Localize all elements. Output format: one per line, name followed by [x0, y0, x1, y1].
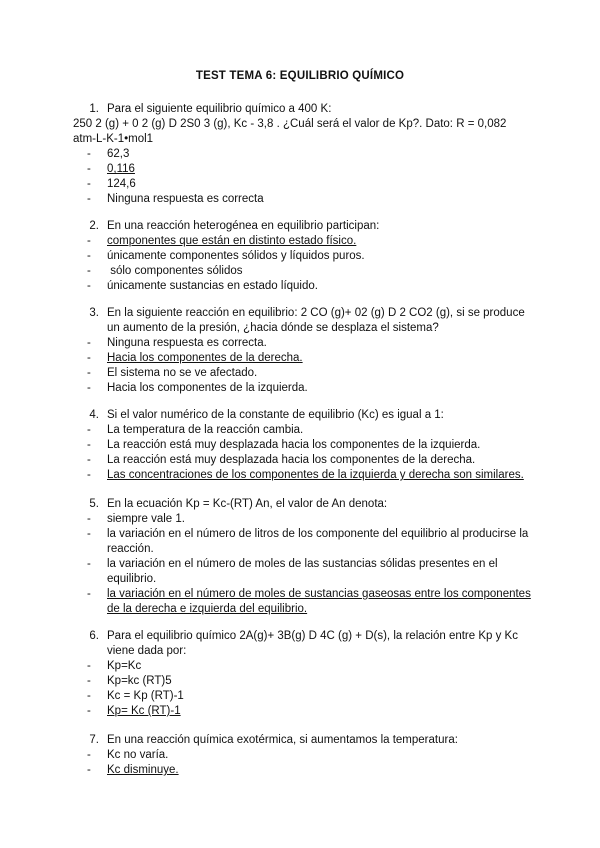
answer-option: - Kp=Kc: [73, 659, 533, 674]
answer-option-text: El sistema no se ve afectado.: [107, 367, 258, 379]
answer-option: - siempre vale 1.: [73, 512, 533, 527]
answer-option: - Ninguna respuesta es correcta: [73, 192, 533, 207]
answer-option-text: Ninguna respuesta es correcta: [107, 193, 264, 205]
question-number: 4.: [89, 409, 99, 421]
question-5: [73, 497, 533, 617]
answer-option-correct: - Kc disminuye.: [73, 763, 533, 778]
answer-option-text: únicamente componentes sólidos y líquidos puros.: [107, 250, 365, 262]
question-6: [73, 629, 533, 719]
answer-option-text: componentes que están en distinto estado físico.: [107, 235, 357, 247]
question-number: 5.: [89, 498, 99, 510]
answer-option-text: la variación en el número de litros de los componente del equilibrio al producirse la reacción.: [107, 528, 529, 555]
answer-option: - La reacción está muy desplazada hacia los componentes de la izquierda.: [73, 438, 533, 453]
answer-option: - Kc no varía.: [73, 748, 533, 763]
answer-option-text: 0,116: [107, 163, 135, 175]
answer-option-text: Kc = Kp (RT)-1: [107, 690, 184, 702]
answer-option-text: Kp=Kc: [107, 660, 142, 672]
answer-option-correct: - Las concentraciones de los componentes de la izquierda y derecha son similares.: [73, 468, 533, 483]
answer-option-text: la variación en el número de moles de las sustancias sólidas presentes en el equilibrio.: [107, 558, 498, 585]
question-text: En la siguiente reacción en equilibrio: 2 CO (g)+ 02 (g) D 2 CO2 (g), si se produce un aumento de la presión, ¿hacia dónde se desplaza el sistema?: [107, 307, 525, 334]
answer-option-correct: - componentes que están en distinto estado físico.: [73, 234, 533, 249]
question-number: 6.: [89, 630, 99, 642]
answer-option-text: Las concentraciones de los componentes de la izquierda y derecha son similares.: [107, 469, 524, 481]
answer-option-text: 124,6: [107, 178, 136, 190]
question-7: [73, 733, 533, 778]
answer-option-text: La temperatura de la reacción cambia.: [107, 424, 304, 436]
answer-option: - únicamente sustancias en estado líquido.: [73, 279, 533, 294]
answer-option-text: la variación en el número de moles de sustancias gaseosas entre los componentes de la derecha e izquierda del equilibrio.: [107, 588, 531, 615]
answer-option-correct: - Kp= Kc (RT)-1: [73, 704, 533, 719]
question-text: Para el equilibrio químico 2A(g)+ 3B(g) D 4C (g) + D(s), la relación entre Kp y Kc viene dada por:: [107, 630, 518, 657]
question-number: 2.: [89, 220, 99, 232]
answer-option-text: La reacción está muy desplazada hacia los componentes de la izquierda.: [107, 439, 481, 451]
answer-option-text: Ninguna respuesta es correcta.: [107, 337, 267, 349]
question-3: [73, 306, 533, 396]
answer-option-correct: - la variación en el número de moles de sustancias gaseosas entre los componentes de la derecha e izquierda del equilibrio.: [73, 587, 533, 617]
answer-option-text: Kc no varía.: [107, 749, 169, 761]
question-number: 1.: [89, 103, 99, 115]
answer-option-correct: - 0,116: [73, 162, 533, 177]
answer-option-correct: - Hacia los componentes de la derecha.: [73, 351, 533, 366]
answer-option: - El sistema no se ve afectado.: [73, 366, 533, 381]
answer-option-text: Kp=kc (RT)5: [107, 675, 172, 687]
answer-option: - Hacia los componentes de la izquierda.: [73, 381, 533, 396]
answer-option: - la variación en el número de litros de los componente del equilibrio al producirse la reacción.: [73, 527, 533, 557]
question-number: 3.: [89, 307, 99, 319]
answer-option: - La reacción está muy desplazada hacia los componentes de la derecha.: [73, 453, 533, 468]
answer-option-text: Kc disminuye.: [107, 764, 179, 776]
question-continuation: atm-L-K-1•mol1: [73, 133, 154, 145]
answer-option-text: sólo componentes sólidos: [107, 265, 243, 277]
question-1: [73, 102, 533, 207]
answer-option: - únicamente componentes sólidos y líquidos puros.: [73, 249, 533, 264]
question-text: En la ecuación Kp = Kc-(RT) An, el valor de An denota:: [107, 498, 388, 510]
answer-option: - 124,6: [73, 177, 533, 192]
answer-option: - La temperatura de la reacción cambia.: [73, 423, 533, 438]
answer-option: - Ninguna respuesta es correcta.: [73, 336, 533, 351]
question-text: Si el valor numérico de la constante de equilibrio (Kc) es igual a 1:: [107, 409, 444, 421]
answer-option: - Kc = Kp (RT)-1: [73, 689, 533, 704]
answer-option: - Kp=kc (RT)5: [73, 674, 533, 689]
question-text: En una reacción química exotérmica, si aumentamos la temperatura:: [107, 734, 458, 746]
answer-option: - sólo componentes sólidos: [73, 264, 533, 279]
question-number: 7.: [89, 734, 99, 746]
answer-option-text: únicamente sustancias en estado líquido.: [107, 280, 318, 292]
answer-option: - la variación en el número de moles de las sustancias sólidas presentes en el equilibrio.: [73, 557, 533, 587]
answer-option-text: La reacción está muy desplazada hacia los componentes de la derecha.: [107, 454, 476, 466]
question-text: Para el siguiente equilibrio químico a 400 K:: [107, 103, 332, 115]
answer-option-text: Hacia los componentes de la izquierda.: [107, 382, 308, 394]
answer-option-text: 62,3: [107, 148, 130, 160]
answer-option: - 62,3: [73, 147, 533, 162]
answer-option-text: Hacia los componentes de la derecha.: [107, 352, 303, 364]
question-2: [73, 219, 533, 294]
page-title: TEST TEMA 6: EQUILIBRIO QUÍMICO: [195, 70, 405, 82]
question-continuation: 250 2 (g) + 0 2 (g) D 2S0 3 (g), Kc - 3,8 . ¿Cuál será el valor de Kp?. Dato: R = 0,082: [73, 118, 507, 130]
question-text: En una reacción heterogénea en equilibrio participan:: [107, 220, 380, 232]
question-4: [73, 408, 533, 483]
answer-option-text: Kp= Kc (RT)-1: [107, 705, 181, 717]
answer-option-text: siempre vale 1.: [107, 513, 185, 525]
